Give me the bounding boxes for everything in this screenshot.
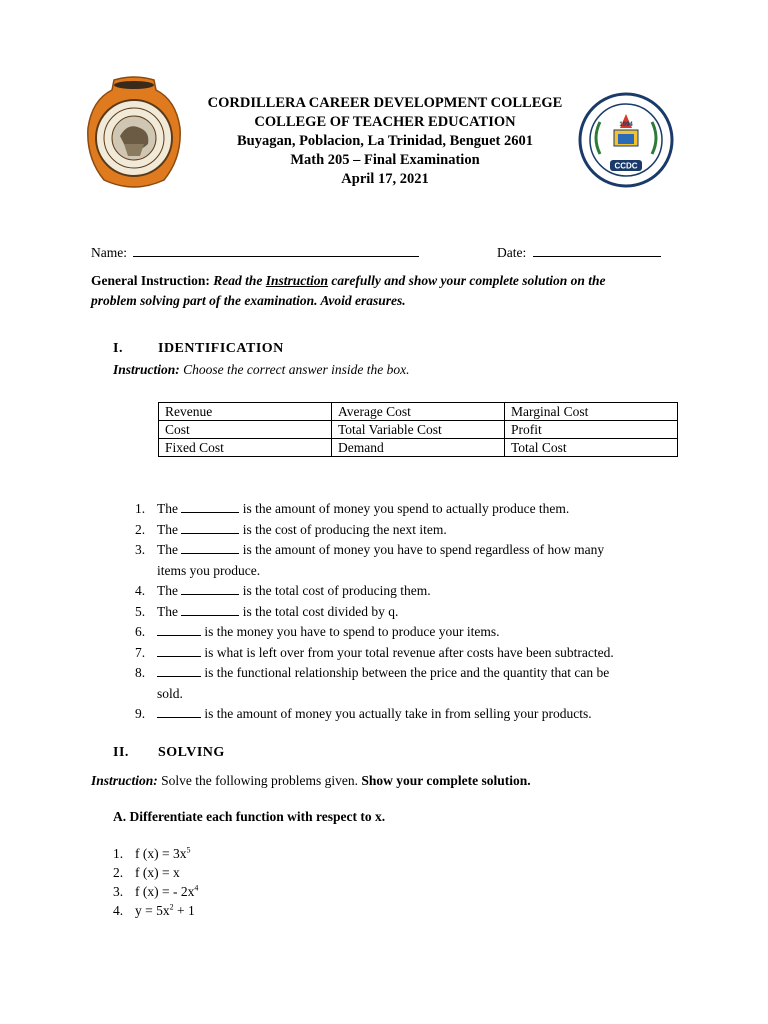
function-item [113, 901, 198, 920]
function-exponent: 2 [169, 902, 174, 912]
question-item [135, 581, 675, 602]
question-text: is the amount of money you actually take in from selling your products. [204, 706, 592, 721]
date-blank[interactable] [533, 243, 661, 257]
choices-row [159, 421, 678, 439]
name-label: Name: [91, 245, 127, 260]
question-text: is the money you have to spend to produce your items. [204, 624, 500, 639]
function-base: f (x) = - 2x [135, 884, 195, 899]
question-number: 3. [135, 542, 146, 557]
section-1-title: IDENTIFICATION [158, 341, 284, 356]
function-exponent: 4 [194, 883, 199, 893]
identification-questions [135, 499, 675, 725]
question-item [135, 540, 675, 581]
general-instruction-part1: Read the [213, 273, 263, 288]
question-number: 2. [135, 521, 146, 537]
question-item [135, 663, 675, 704]
question-text: is the total cost of producing them. [242, 583, 431, 598]
choice-cell: Profit [505, 421, 678, 439]
document-header [150, 94, 620, 189]
function-number: 2. [113, 865, 124, 880]
question-number: 7. [135, 644, 146, 660]
choice-cell: Average Cost [332, 403, 505, 421]
question-number: 9. [135, 706, 146, 721]
function-base: f (x) = 3x [135, 846, 187, 861]
header-line-exam: Math 205 – Final Examination [290, 152, 480, 168]
right-logo-abbr: CCDC [614, 161, 638, 171]
choice-cell: Demand [332, 439, 505, 457]
choices-row [159, 403, 678, 421]
question-item [135, 499, 675, 520]
section-2-title: SOLVING [158, 745, 225, 760]
question-pre: The [157, 542, 178, 557]
question-number: 8. [135, 665, 146, 680]
part-a-heading: A. Differentiate each function with respect to x. [113, 809, 386, 824]
question-pre: The [157, 521, 178, 537]
question-item [135, 643, 675, 664]
question-item [135, 602, 675, 623]
header-line-date: April 17, 2021 [341, 171, 429, 187]
function-exponent: 5 [186, 845, 191, 855]
section-2-instruction-text: Solve the following problems given. [161, 773, 359, 788]
date-label: Date: [497, 245, 527, 260]
choice-cell: Cost [159, 421, 332, 439]
function-base: y = 5x [135, 903, 170, 918]
question-pre: The [157, 501, 178, 516]
name-blank[interactable] [133, 243, 419, 257]
section-1-instruction [113, 362, 410, 378]
question-text: is the amount of money you have to spend regardless of how many [242, 542, 605, 557]
general-instruction-line2: problem solving part of the examination. Avoid erasures. [91, 293, 406, 308]
general-instruction [91, 271, 691, 311]
question-continuation: items you produce. [157, 562, 261, 578]
answer-blank[interactable] [157, 623, 201, 636]
choice-cell: Total Variable Cost [332, 421, 505, 439]
question-number: 6. [135, 624, 146, 639]
question-number: 5. [135, 603, 146, 619]
function-item [113, 863, 198, 882]
function-number: 4. [113, 903, 124, 918]
general-instruction-label: General Instruction: [91, 273, 210, 288]
section-1-instruction-text: Choose the correct answer inside the box. [183, 362, 410, 377]
choice-cell: Fixed Cost [159, 439, 332, 457]
header-line-address: Buyagan, Poblacion, La Trinidad, Benguet 2601 [237, 133, 533, 149]
question-pre: The [157, 603, 178, 619]
function-item [113, 844, 198, 863]
choice-cell: Marginal Cost [505, 403, 678, 421]
date-field [497, 243, 661, 261]
choices-row [159, 439, 678, 457]
section-2-instruction-label: Instruction: [91, 773, 158, 788]
name-field [91, 243, 419, 261]
answer-blank[interactable] [181, 582, 239, 595]
answer-blank[interactable] [157, 664, 201, 677]
answer-blank[interactable] [157, 644, 201, 657]
question-text: is the total cost divided by q. [242, 603, 399, 619]
answer-choices-box [158, 402, 678, 457]
choice-cell: Total Cost [505, 439, 678, 457]
question-continuation: sold. [157, 685, 183, 701]
question-item [135, 520, 675, 541]
answer-blank[interactable] [181, 541, 239, 554]
question-text: is what is left over from your total revenue after costs have been subtracted. [204, 644, 614, 660]
answer-blank[interactable] [157, 705, 201, 718]
function-item [113, 882, 198, 901]
section-2-number: II. [113, 745, 129, 760]
function-number: 3. [113, 884, 124, 899]
question-pre: The [157, 583, 178, 598]
question-text: is the amount of money you spend to actually produce them. [242, 501, 570, 516]
question-text: is the cost of producing the next item. [242, 521, 447, 537]
question-item [135, 704, 675, 725]
function-number: 1. [113, 846, 124, 861]
header-line-department: COLLEGE OF TEACHER EDUCATION [254, 114, 516, 130]
section-2-instruction [91, 773, 531, 789]
general-instruction-underlined: Instruction [265, 273, 329, 288]
section-1-instruction-label: Instruction: [113, 362, 180, 377]
answer-blank[interactable] [181, 603, 239, 616]
question-number: 1. [135, 501, 146, 516]
general-instruction-part2: carefully and show your complete solution on the [331, 273, 606, 288]
question-number: 4. [135, 583, 146, 598]
function-tail: + 1 [173, 903, 195, 918]
answer-blank[interactable] [181, 521, 239, 534]
question-item [135, 622, 675, 643]
function-base: f (x) = x [135, 865, 180, 880]
header-line-college: CORDILLERA CAREER DEVELOPMENT COLLEGE [207, 95, 563, 111]
question-text: is the functional relationship between the price and the quantity that can be [204, 665, 610, 680]
answer-blank[interactable] [181, 500, 239, 513]
section-2-instruction-bold: Show your complete solution. [361, 773, 531, 788]
choice-cell: Revenue [159, 403, 332, 421]
section-1-number: I. [113, 341, 123, 356]
right-logo-year: 1994 [619, 122, 633, 128]
function-list [113, 844, 198, 920]
